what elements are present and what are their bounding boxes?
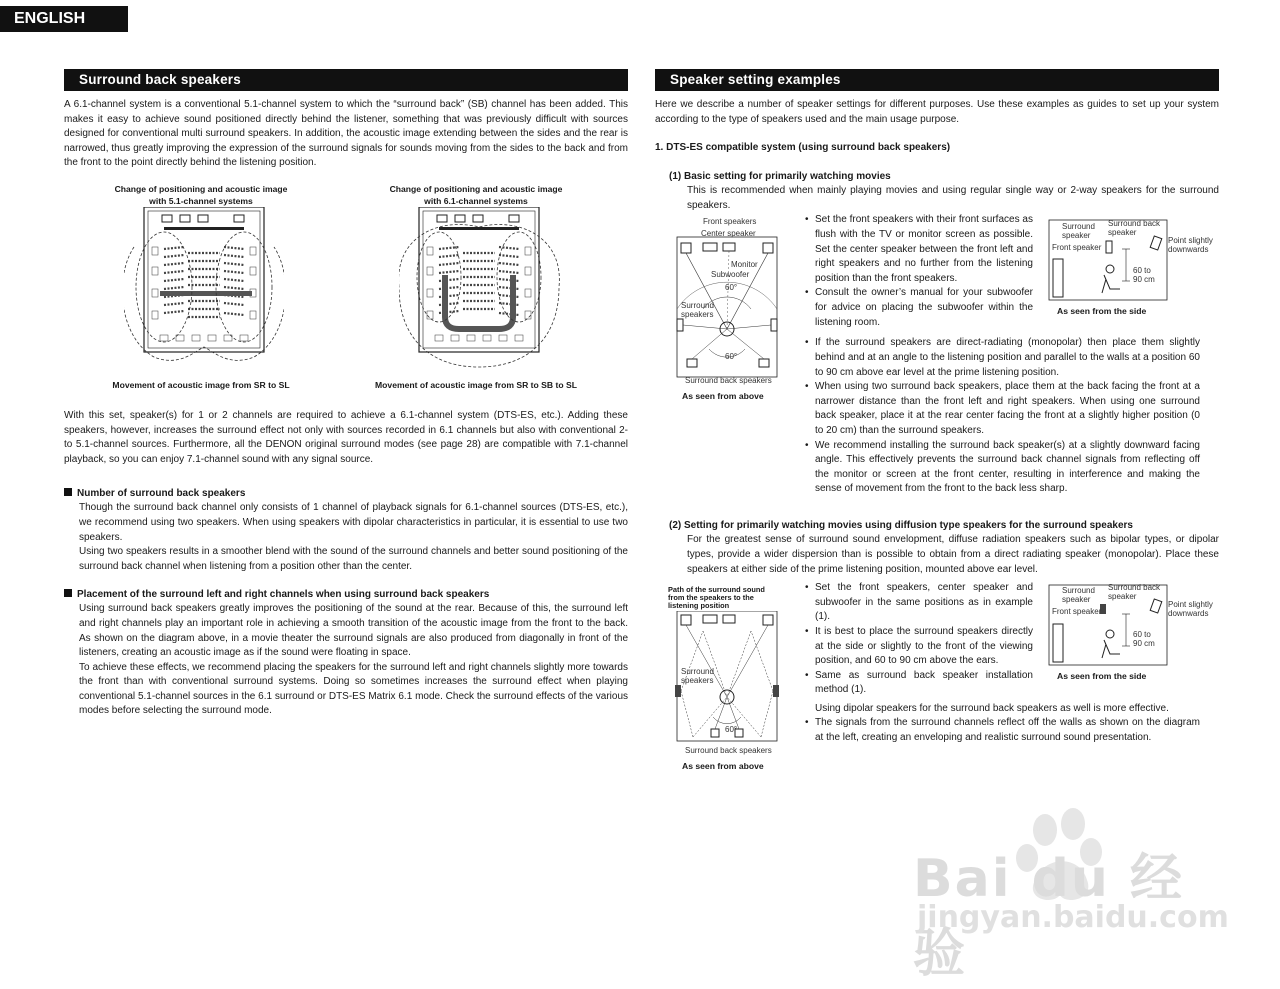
side2-distance: 60 to 90 cm — [1133, 630, 1155, 648]
label-subwoofer: Subwoofer — [711, 270, 750, 280]
label-angle-top: 60° — [725, 283, 738, 293]
d2-surround-back: Surround back speakers — [685, 746, 772, 756]
basic-bullets-long — [805, 336, 1200, 497]
theater-diagram-51 — [124, 207, 284, 377]
diffusion-block — [655, 583, 1219, 783]
side1-front: Front speaker — [1052, 243, 1102, 253]
examples-intro: Here we describe a number of speaker settings for different purposes. Use these examples as guides to set up your system according to the type of speakers used and the main usage purpose. — [655, 99, 1219, 125]
subheading-diffusion: (2) Setting for primarily watching movies using diffusion type speakers for the surround speakers — [669, 520, 1133, 532]
label-monitor: Monitor — [731, 260, 758, 270]
side2-front: Front speaker — [1052, 607, 1102, 617]
label-path-surround: Path of the surround sound from the speakers to the listening position — [668, 585, 765, 611]
side1-point: Point slightly downwards — [1168, 236, 1213, 254]
square-bullet-icon — [64, 589, 72, 597]
fig1-caption: Change of positioning and acoustic image with 5.1-channel systems — [114, 183, 288, 206]
paragraph-6-1-requirement: With this set, speaker(s) for 1 or 2 channels are required to achieve a 6.1-channel system (DTS-ES, etc.). Adding these speakers, however, increases the surround effect not only with sources recorded in 6.1 channels but also with conventional 2- to 5.1-channel sources. Furthermore, all the DENON original surround modes (see page 28) are compatible with 7.1-channel playback, so you can enjoy 7.1-channel sound with any signal source. — [64, 409, 628, 465]
diffusion-bullets-long — [805, 716, 1200, 745]
d2-surround-speakers: Surround speakers — [681, 667, 714, 686]
caption-side-view-1: As seen from the side — [1057, 306, 1147, 317]
baidu-watermark — [905, 800, 1229, 984]
label-front-speakers: Front speakers — [703, 217, 757, 227]
side2-surround: Surround speaker — [1062, 586, 1095, 604]
number-paragraph-2: Using two speakers results in a smoother blend with the sound of the surround channels and better sound positioning of the surround back channel when listening from a position other than the center. — [79, 546, 628, 572]
side2-surround-back: Surround back speaker — [1108, 583, 1161, 601]
caption-side-view-2: As seen from the side — [1057, 671, 1147, 682]
label-surround-back: Surround back speakers — [685, 376, 772, 386]
language-tab: ENGLISH — [0, 6, 128, 32]
heading-number-sb: Number of surround back speakers — [64, 487, 628, 501]
bullet-same-sb: • Same as surround back speaker installation method (1). — [805, 669, 1033, 698]
theater-diagram-61 — [399, 207, 569, 377]
watermark-url: jingyan.baidu.com — [917, 900, 1229, 935]
fig2-bottom-caption: Movement of acoustic image from SR to SB to SL — [375, 379, 577, 390]
bullet-downward-angle: • We recommend installing the surround back speaker(s) at a slightly downward facing angle. This effectively prevents the surround back channel signals from reflecting off the monitor or screen at the front center, resulting in interference and making the sense of movement from the front to the back less sharp. — [805, 439, 1200, 497]
caption-top-view-1: As seen from above — [682, 391, 764, 402]
side1-surround-back: Surround back speaker — [1108, 219, 1161, 237]
subheading-basic-setting: (1) Basic setting for primarily watching movies — [669, 171, 891, 183]
side2-point: Point slightly downwards — [1168, 600, 1213, 618]
diffusion-bullets-short — [805, 581, 1033, 698]
right-column — [655, 69, 1219, 783]
bullet-surround-monopolar: • If the surround speakers are direct-radiating (monopolar) then place them slightly behind and at an angle to the listening position and parallel to the walls at a position 60 to 90 cm above ear level at the prime listening position. — [805, 336, 1200, 380]
bullet-subwoofer: • Consult the owner’s manual for your subwoofer for advice on placing the subwoofer within the listening room. — [805, 286, 1033, 330]
heading-dts-es: 1. DTS-ES compatible system (using surround back speakers) — [655, 142, 951, 154]
caption-top-view-2: As seen from above — [682, 761, 764, 772]
bullet-front-speakers: • Set the front speakers with their front surfaces as flush with the TV or monitor screen as possible. Set the center speaker between the front left and right speakers and no further from the listening position than the front speakers. — [805, 213, 1033, 286]
label-angle-bottom: 60° — [725, 352, 738, 362]
number-paragraph-1: Though the surround back channel only consists of 1 channel of playback signals for 6.1-channel sources (DTS-ES, etc.), we recommend using two speakers. When using speakers with dipolar characteristics in particular, it is essential to use two speakers. — [79, 502, 628, 543]
square-bullet-icon — [64, 488, 72, 496]
watermark-brand: Bai du 经验 — [913, 849, 1184, 984]
fig1-bottom-caption: Movement of acoustic image from SR to SL — [112, 379, 290, 390]
fig2-caption: Change of positioning and acoustic image with 6.1-channel systems — [389, 183, 563, 206]
heading-placement: Placement of the surround left and right channels when using surround back speakers — [64, 588, 628, 602]
d2-angle: 60° — [725, 725, 738, 735]
basic-setting-block — [655, 214, 1219, 519]
theater-figures — [64, 179, 628, 409]
intro-paragraph: A 6.1-channel system is a conventional 5.1-channel system to which the “surround back” (SB) channel has been added. This makes it easy to achieve sound positioned directly behind the listener, something that was previously difficult with sources designed for conventional multi surround speakers. In addition, the acoustic image extending between the sides and the rear is narrowed, thus greatly improving the expression of the surround signals for sounds moving from the sides to the back and from the front to the point directly behind the listening position. — [64, 99, 628, 169]
bullet-wall-reflect: • The signals from the surround channels reflect off the walls as shown on the diagram at the left, creating an enveloping and realistic surround sound presentation. — [805, 716, 1200, 745]
section-title-speaker-examples: Speaker setting examples — [655, 69, 1219, 91]
bullet-same-positions: • Set the front speakers, center speaker and subwoofer in the same positions as in example (1). — [805, 581, 1033, 625]
section-title-surround-back: Surround back speakers — [64, 69, 628, 91]
side1-distance: 60 to 90 cm — [1133, 266, 1155, 284]
bullet-two-sb: • When using two surround back speakers, place them at the back facing the front at a narrower distance than the front left and right speakers. When using one surround back speaker, place it at the rear center facing the front at a slightly higher position (0 to 20 cm) than the surround speakers. — [805, 380, 1200, 438]
bullet-side-placement: • It is best to place the surround speakers directly at the side or slightly to the front of the viewing position, and 60 to 90 cm above the ears. — [805, 625, 1033, 669]
basic-setting-desc: This is recommended when mainly playing movies and using regular single way or 2-way speakers for the surround speakers. — [687, 185, 1219, 211]
label-center-speaker: Center speaker — [701, 229, 756, 239]
placement-paragraph-2: To achieve these effects, we recommend placing the speakers for the surround left and right channels slightly more towards the front than with conventional surround systems. Doing so sometimes increases the surround effect when playing conventional 5.1-channel sources in the 6.1 surround or DTS-ES Matrix 6.1 mode. Check the surround effects of the various modes before selecting the surround mode. — [79, 661, 628, 717]
side1-surround: Surround speaker — [1062, 222, 1095, 240]
left-column — [64, 69, 628, 719]
label-surround-speakers: Surround speakers — [681, 301, 714, 320]
diffusion-desc: For the greatest sense of surround sound envelopment, diffuse radiation speakers such as bipolar types, or dipolar types, provide a wider dispersion than is possible to obtain from a direct radiating speaker (monopolar). Place these speakers at either side of the prime listening position, mounted above ear level. — [687, 534, 1219, 575]
placement-paragraph-1: Using surround back speakers greatly improves the positioning of the sound at the rear. Because of this, the surround left and right channels play an important role in achieving a smooth transition of the acoustic image from the front to the back. As shown on the diagram above, in a movie theater the surround signals are also produced from diagonally in front of the listeners, creating an acoustic image as if the sound were floating in space. — [79, 603, 628, 659]
basic-bullets-short — [805, 213, 1033, 330]
dipolar-note: Using dipolar speakers for the surround back speakers as well is more effective. — [815, 703, 1169, 715]
